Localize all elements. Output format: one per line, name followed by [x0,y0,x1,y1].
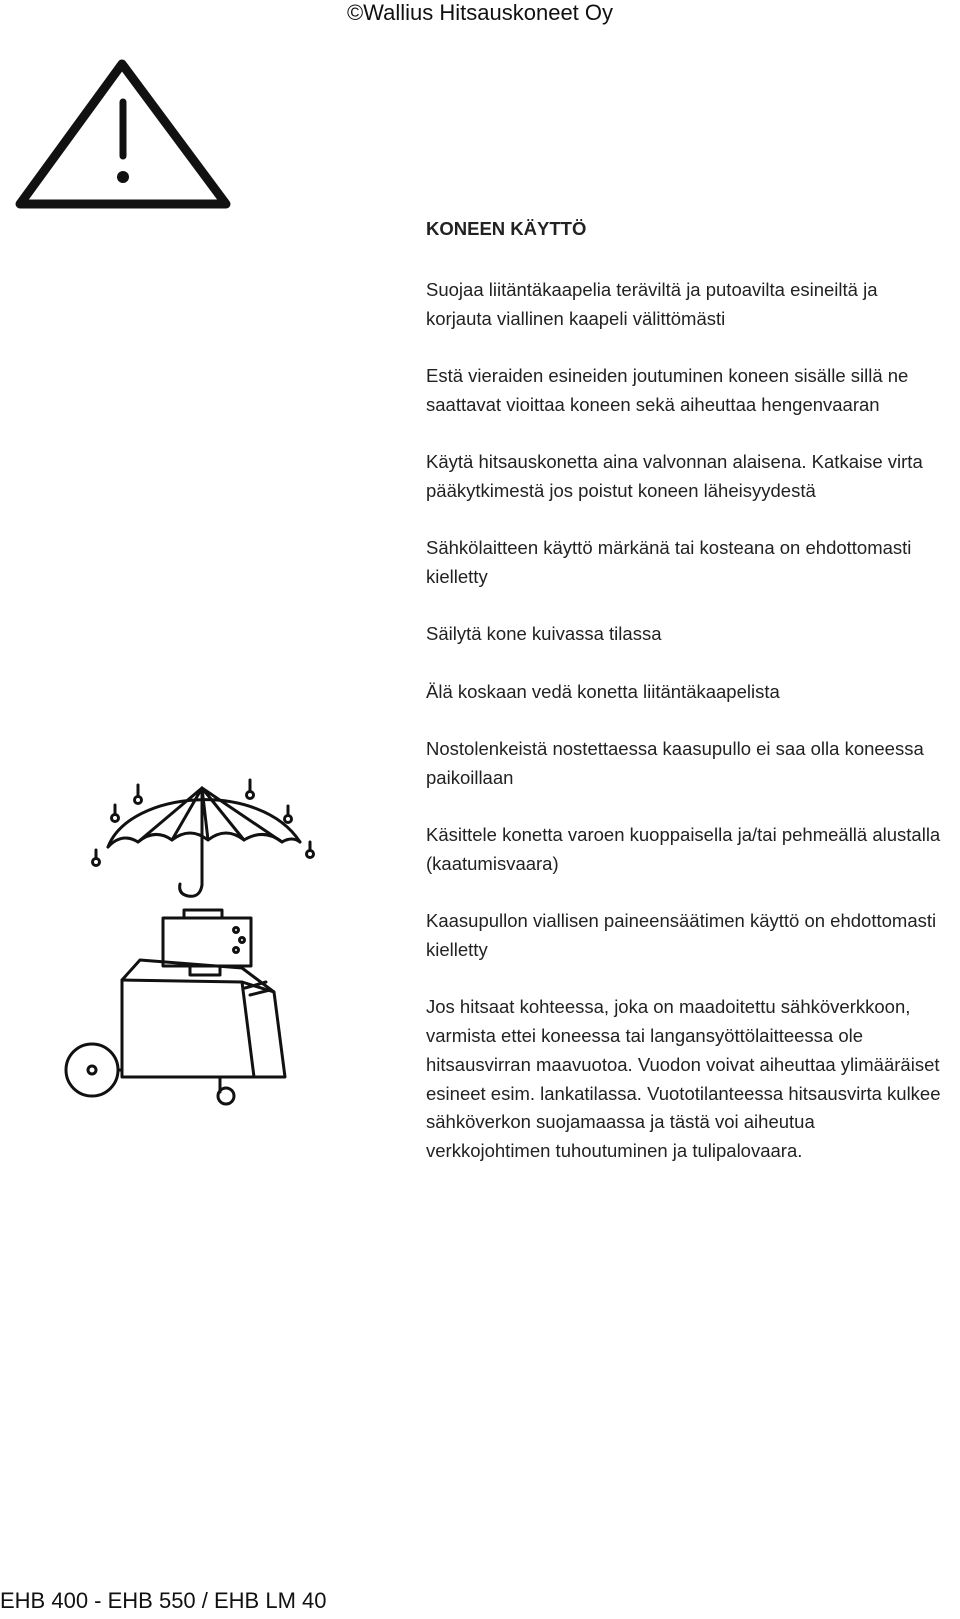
warning-triangle-icon [14,56,236,218]
header-copyright: ©Wallius Hitsauskoneet Oy [346,0,614,25]
instruction-dry-storage: Säilytä kone kuivassa tilassa [426,623,662,645]
instruction-uneven-ground: Käsittele konetta varoen kuoppaisella ja/tai pehmeällä alustalla (kaatumisvaara) [426,824,941,874]
welding-machine-under-umbrella-icon [60,770,330,1110]
section-heading: KONEEN KÄYTTÖ [426,218,587,239]
usage-instructions [426,217,941,1166]
instruction-no-cable-pulling: Älä koskaan vedä konetta liitäntäkaapelista [426,680,780,702]
instruction-moisture: Sähkölaitteen käyttö märkänä tai kosteana on ehdottomasti kielletty [426,537,912,587]
instruction-cable-protection: Suojaa liitäntäkaapelia teräviltä ja putoavilta esineiltä ja korjauta viallinen kaapeli välittömästi [426,279,878,329]
instruction-supervision: Käytä hitsauskonetta aina valvonnan alaisena. Katkaise virta pääkytkimestä jos poistut koneen läheisyydestä [426,451,923,501]
instruction-pressure-regulator: Kaasupullon viallisen paineensäätimen käyttö on ehdottomasti kielletty [426,910,937,961]
footer-model-text: EHB 400 - EHB 550 / EHB LM 40 [0,1588,327,1613]
instruction-ground-leakage: Jos hitsaat kohteessa, joka on maadoitettu sähköverkkoon, varmista ettei koneessa tai langansyöttölaitteessa ole hitsausvirran maavuotoa. Vuodon voivat aiheuttaa ylimääräiset esineet esim. lankatilassa. Vuototilanteessa hitsausvirta kulkee sähköverkon suojamaassa ja tästä voi aiheutua verkkojohtimen tuhoutuminen ja tulipalovaara. [426,996,941,1161]
instruction-foreign-objects: Estä vieraiden esineiden joutuminen koneen sisälle sillä ne saattavat vioittaa koneen sekä aiheuttaa hengenvaaran [426,365,909,415]
instruction-lifting: Nostolenkeistä nostettaessa kaasupullo ei saa olla koneessa paikoillaan [426,738,924,788]
